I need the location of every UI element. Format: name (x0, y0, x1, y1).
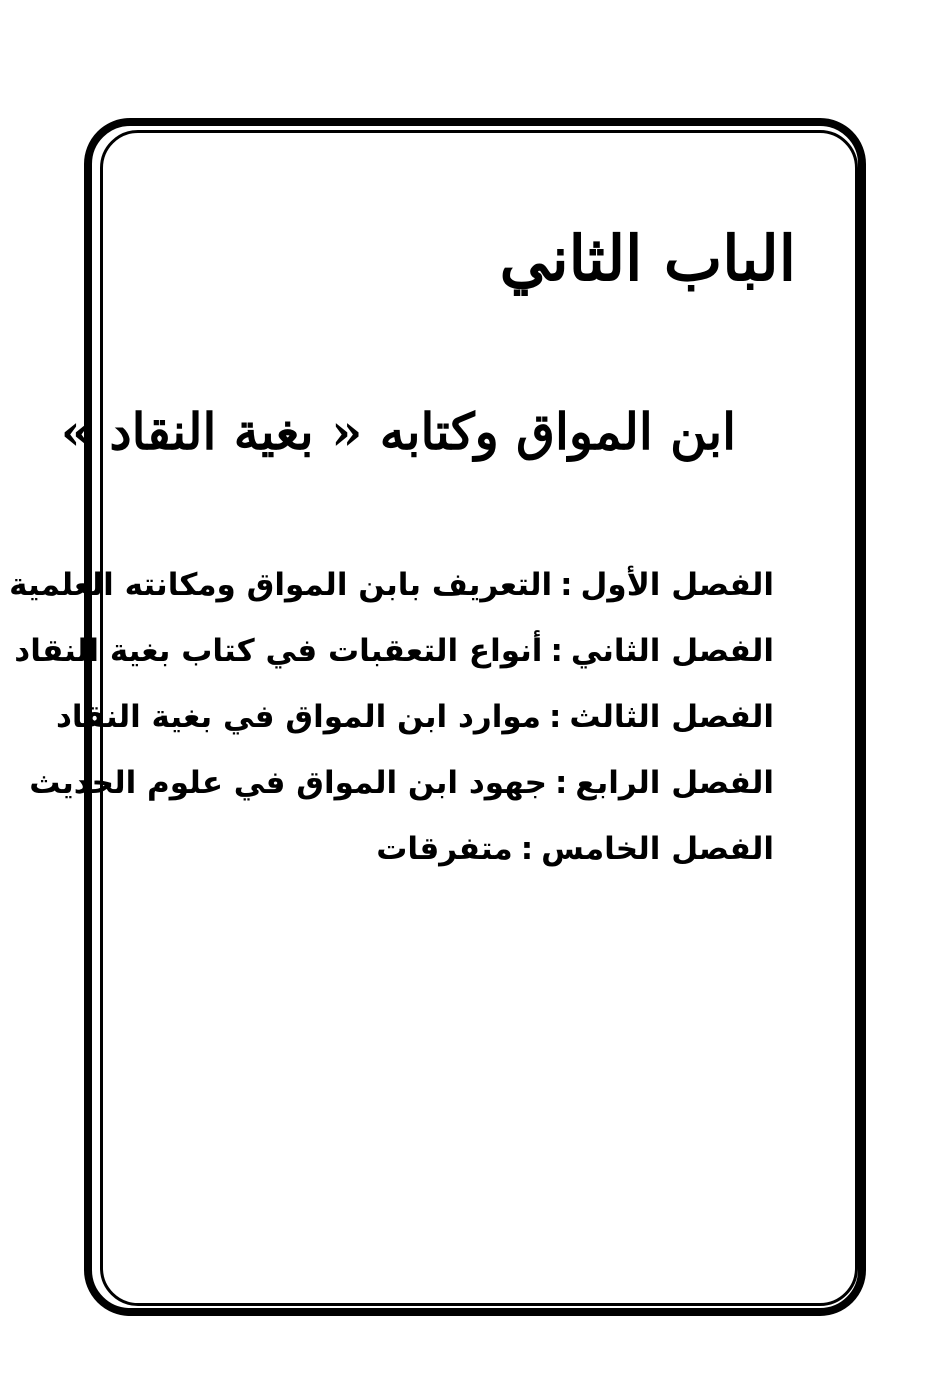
chapter-label: الفصل الرابع (575, 765, 774, 801)
chapter-separator: : (520, 831, 534, 867)
chapter-separator: : (548, 699, 562, 735)
chapter-item (14, 626, 774, 692)
chapter-list (9, 560, 774, 890)
chapter-separator: : (550, 633, 563, 669)
chapter-title: جهود ابن المواق في علوم الحديث (29, 765, 547, 801)
chapter-title: متفرقات (376, 831, 513, 867)
chapter-label: الفصل الثاني (570, 633, 774, 669)
chapter-item (55, 692, 774, 758)
chapter-label: الفصل الثالث (569, 699, 774, 735)
part-title: الباب الثاني (499, 222, 796, 295)
chapter-label: الفصل الأول (580, 567, 774, 603)
chapter-separator: : (560, 567, 573, 603)
part-subtitle: ابن المواق وكتابه « بغية النقاد » (60, 402, 736, 461)
chapter-item (29, 758, 774, 824)
chapter-label: الفصل الخامس (541, 831, 774, 867)
chapter-item (9, 560, 774, 626)
chapter-title: موارد ابن المواق في بغية النقاد (55, 699, 541, 735)
chapter-separator: : (555, 765, 568, 801)
chapter-title: التعريف بابن المواق ومكانته العلمية (9, 567, 553, 603)
chapter-title: أنواع التعقبات في كتاب بغية النقاد (14, 633, 543, 669)
chapter-item (134, 824, 774, 890)
